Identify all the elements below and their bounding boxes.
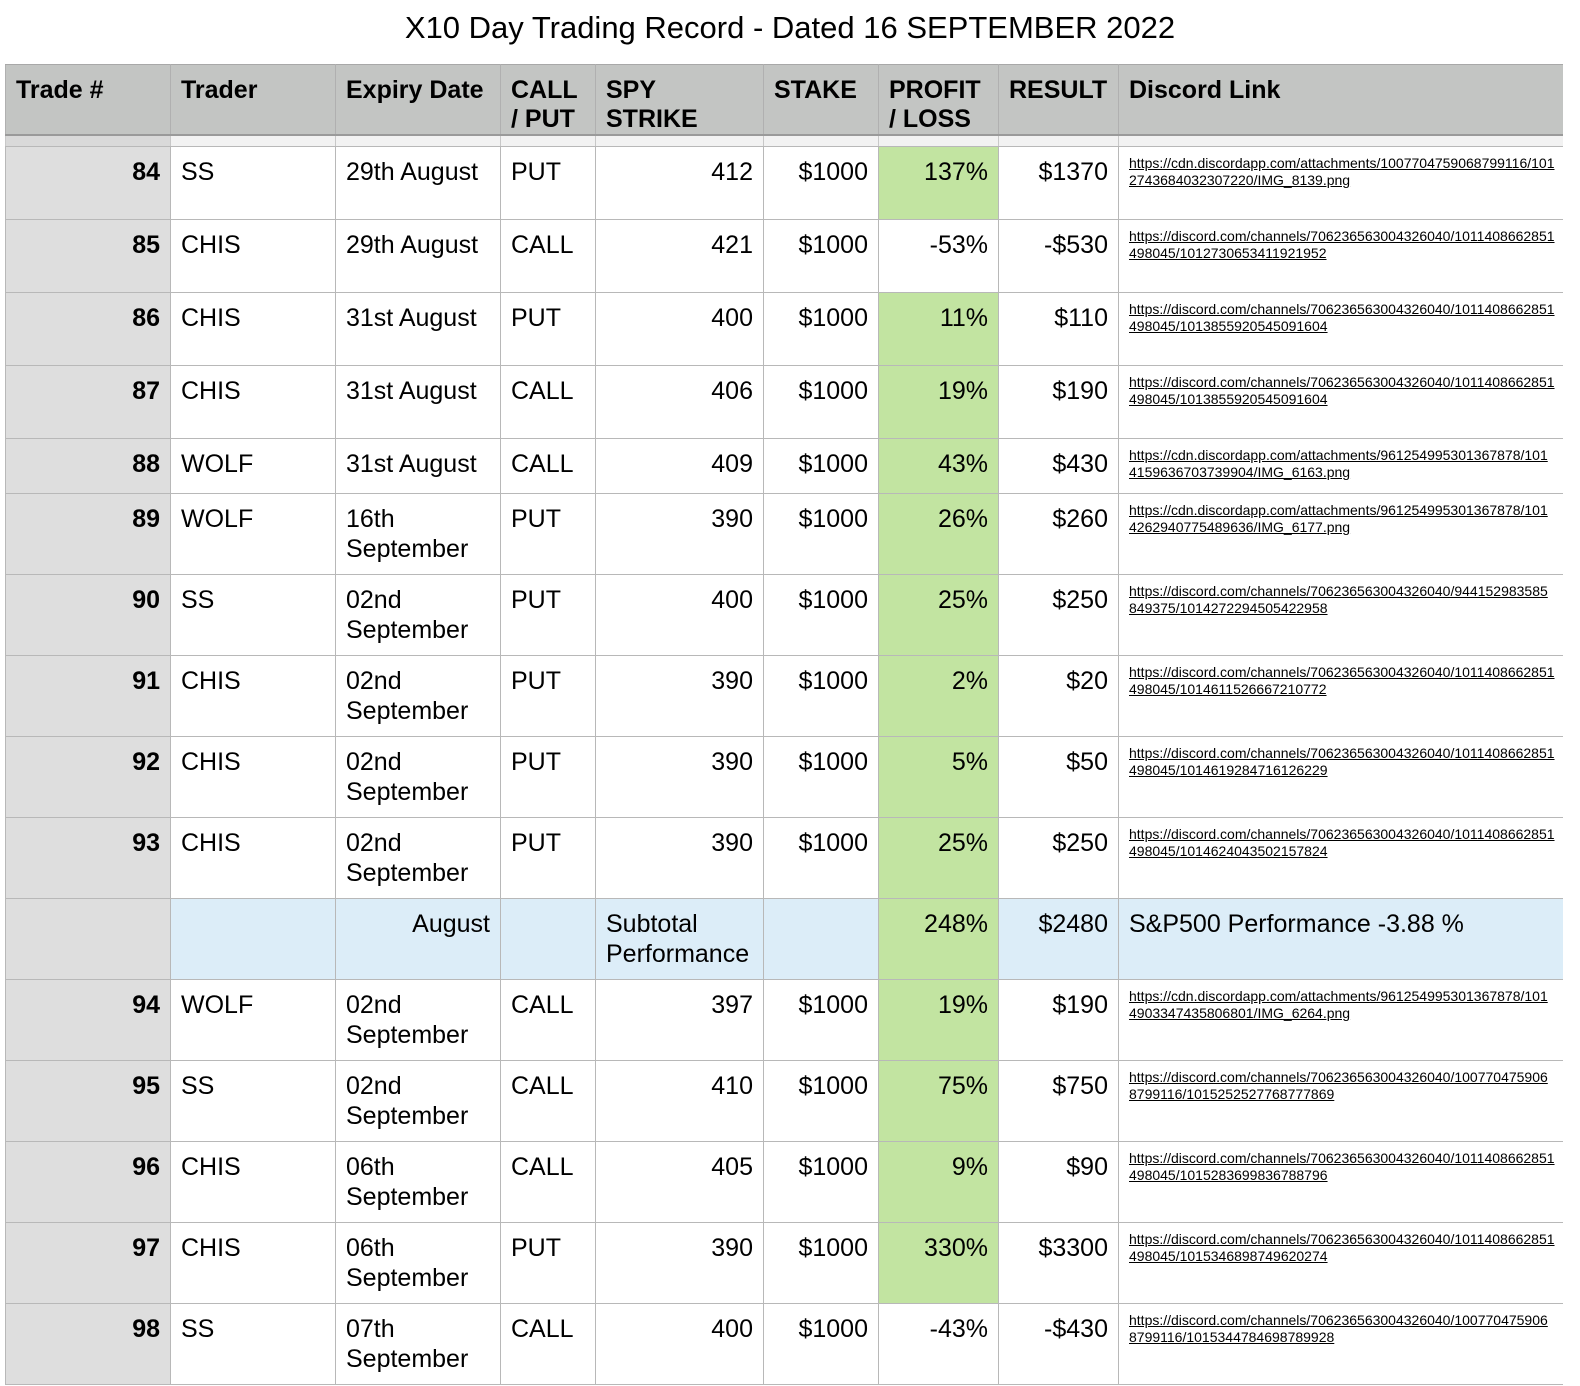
trader: SS <box>171 575 336 656</box>
expiry-date: 02nd September <box>336 575 501 656</box>
result: $190 <box>999 980 1119 1061</box>
spy-strike: 406 <box>596 366 764 439</box>
profit-loss: 19% <box>879 366 999 439</box>
header-call-put: CALL / PUT <box>501 65 596 136</box>
expiry-date: 02nd September <box>336 818 501 899</box>
table-row <box>6 656 1564 737</box>
discord-link[interactable]: https://discord.com/channels/706236563004326040/1007704759068799116/1015344784698789928 <box>1129 1312 1548 1345</box>
spy-strike: 400 <box>596 1304 764 1385</box>
profit-loss: 19% <box>879 980 999 1061</box>
result: -$430 <box>999 1304 1119 1385</box>
call-put: CALL <box>501 1142 596 1223</box>
stake: $1000 <box>764 439 879 494</box>
result: $50 <box>999 737 1119 818</box>
discord-link[interactable]: https://cdn.discordapp.com/attachments/1007704759068799116/1012743684032307220/IMG_8139.png <box>1129 155 1555 188</box>
trade-number: 91 <box>6 656 171 737</box>
stake: $1000 <box>764 1223 879 1304</box>
subtotal-month: August <box>336 899 501 980</box>
profit-loss: 5% <box>879 737 999 818</box>
profit-loss: 26% <box>879 494 999 575</box>
call-put: PUT <box>501 1223 596 1304</box>
spy-strike: 410 <box>596 1061 764 1142</box>
header-row <box>6 65 1564 136</box>
expiry-date: 02nd September <box>336 1061 501 1142</box>
discord-link-cell <box>1119 656 1564 737</box>
trader: CHIS <box>171 1223 336 1304</box>
subtotal-result: $2480 <box>999 899 1119 980</box>
spy-strike: 409 <box>596 439 764 494</box>
stake: $1000 <box>764 737 879 818</box>
profit-loss: 9% <box>879 1142 999 1223</box>
discord-link-cell <box>1119 220 1564 293</box>
trader: CHIS <box>171 818 336 899</box>
trader: WOLF <box>171 494 336 575</box>
profit-loss: 25% <box>879 818 999 899</box>
call-put: PUT <box>501 147 596 220</box>
profit-loss: -43% <box>879 1304 999 1385</box>
discord-link-cell <box>1119 818 1564 899</box>
table-row <box>6 737 1564 818</box>
trader: SS <box>171 147 336 220</box>
trade-number: 92 <box>6 737 171 818</box>
result: $110 <box>999 293 1119 366</box>
discord-link[interactable]: https://discord.com/channels/706236563004326040/1011408662851498045/1015346898749620274 <box>1129 1231 1555 1264</box>
table-row <box>6 293 1564 366</box>
trade-number: 94 <box>6 980 171 1061</box>
result: $20 <box>999 656 1119 737</box>
discord-link[interactable]: https://discord.com/channels/706236563004326040/1011408662851498045/1012730653411921952 <box>1129 228 1555 261</box>
expiry-date: 31st August <box>336 439 501 494</box>
discord-link[interactable]: https://cdn.discordapp.com/attachments/961254995301367878/1014159636703739904/IMG_6163.png <box>1129 447 1548 480</box>
discord-link-cell <box>1119 575 1564 656</box>
discord-link-cell <box>1119 980 1564 1061</box>
discord-link[interactable]: https://discord.com/channels/706236563004326040/1011408662851498045/1014611526667210772 <box>1129 664 1555 697</box>
table-row <box>6 1142 1564 1223</box>
trader: SS <box>171 1304 336 1385</box>
stake: $1000 <box>764 147 879 220</box>
call-put: PUT <box>501 494 596 575</box>
trading-record-table <box>5 64 1563 1386</box>
header-stake: STAKE <box>764 65 879 136</box>
header-trader: Trader <box>171 65 336 136</box>
stake: $1000 <box>764 1142 879 1223</box>
profit-loss: 75% <box>879 1061 999 1142</box>
discord-link-cell <box>1119 1304 1564 1385</box>
discord-link[interactable]: https://discord.com/channels/706236563004326040/1011408662851498045/1013855920545091604 <box>1129 374 1555 407</box>
stake: $1000 <box>764 818 879 899</box>
expiry-date: 16th September <box>336 494 501 575</box>
discord-link-cell <box>1119 1142 1564 1223</box>
trader: CHIS <box>171 737 336 818</box>
trade-number: 93 <box>6 818 171 899</box>
result: $250 <box>999 575 1119 656</box>
result: $750 <box>999 1061 1119 1142</box>
discord-link-cell <box>1119 1061 1564 1142</box>
expiry-date: 06th September <box>336 1142 501 1223</box>
result: $260 <box>999 494 1119 575</box>
spy-strike: 390 <box>596 737 764 818</box>
expiry-date: 06th September <box>336 1223 501 1304</box>
result: -$530 <box>999 220 1119 293</box>
stake: $1000 <box>764 366 879 439</box>
expiry-date: 02nd September <box>336 980 501 1061</box>
discord-link[interactable]: https://discord.com/channels/706236563004326040/1011408662851498045/1013855920545091604 <box>1129 301 1555 334</box>
result: $430 <box>999 439 1119 494</box>
spy-strike: 390 <box>596 656 764 737</box>
spy-strike: 390 <box>596 1223 764 1304</box>
discord-link-cell <box>1119 737 1564 818</box>
discord-link-cell <box>1119 366 1564 439</box>
expiry-date: 31st August <box>336 366 501 439</box>
header-profit-loss: PROFIT / LOSS <box>879 65 999 136</box>
discord-link-cell <box>1119 439 1564 494</box>
stake: $1000 <box>764 293 879 366</box>
discord-link-cell <box>1119 147 1564 220</box>
stake: $1000 <box>764 980 879 1061</box>
call-put: CALL <box>501 1061 596 1142</box>
stake: $1000 <box>764 1061 879 1142</box>
table-row <box>6 366 1564 439</box>
trade-number: 96 <box>6 1142 171 1223</box>
spy-strike: 390 <box>596 494 764 575</box>
trade-number: 89 <box>6 494 171 575</box>
discord-link[interactable]: https://discord.com/channels/706236563004326040/1011408662851498045/1014624043502157824 <box>1129 826 1555 859</box>
table-row <box>6 494 1564 575</box>
call-put: CALL <box>501 220 596 293</box>
discord-link-cell <box>1119 1223 1564 1304</box>
result: $250 <box>999 818 1119 899</box>
table-row <box>6 147 1564 220</box>
result: $90 <box>999 1142 1119 1223</box>
call-put: PUT <box>501 575 596 656</box>
result: $3300 <box>999 1223 1119 1304</box>
header-trade-number: Trade # <box>6 65 171 136</box>
sp500-performance: S&P500 Performance -3.88 % <box>1119 899 1564 980</box>
trade-number: 85 <box>6 220 171 293</box>
table-row <box>6 1304 1564 1385</box>
spy-strike: 397 <box>596 980 764 1061</box>
table-row <box>6 818 1564 899</box>
profit-loss: 43% <box>879 439 999 494</box>
call-put: PUT <box>501 818 596 899</box>
discord-link[interactable]: https://discord.com/channels/706236563004326040/944152983585849375/1014272294505422958 <box>1129 583 1548 616</box>
call-put: PUT <box>501 656 596 737</box>
expiry-date: 07th September <box>336 1304 501 1385</box>
page-title: X10 Day Trading Record - Dated 16 SEPTEMBER 2022 <box>404 10 1176 45</box>
profit-loss: 137% <box>879 147 999 220</box>
table-row <box>6 1223 1564 1304</box>
trader: CHIS <box>171 656 336 737</box>
expiry-date: 31st August <box>336 293 501 366</box>
header-expiry-date: Expiry Date <box>336 65 501 136</box>
trade-number: 97 <box>6 1223 171 1304</box>
spy-strike: 412 <box>596 147 764 220</box>
table-row <box>6 220 1564 293</box>
discord-link[interactable]: https://discord.com/channels/706236563004326040/1011408662851498045/1014619284716126229 <box>1129 745 1555 778</box>
profit-loss: 330% <box>879 1223 999 1304</box>
call-put: CALL <box>501 366 596 439</box>
call-put: PUT <box>501 737 596 818</box>
trader: WOLF <box>171 980 336 1061</box>
profit-loss: 2% <box>879 656 999 737</box>
trade-table <box>5 64 1563 1385</box>
spy-strike: 400 <box>596 293 764 366</box>
trader: CHIS <box>171 293 336 366</box>
spy-strike: 405 <box>596 1142 764 1223</box>
table-row <box>6 575 1564 656</box>
trade-number: 88 <box>6 439 171 494</box>
stake: $1000 <box>764 220 879 293</box>
discord-link-cell <box>1119 494 1564 575</box>
call-put: PUT <box>501 293 596 366</box>
trade-number: 90 <box>6 575 171 656</box>
discord-link[interactable]: https://cdn.discordapp.com/attachments/961254995301367878/1014903347435806801/IMG_6264.png <box>1129 988 1548 1021</box>
trader: SS <box>171 1061 336 1142</box>
trader: CHIS <box>171 366 336 439</box>
discord-link[interactable]: https://discord.com/channels/706236563004326040/1011408662851498045/1015283699836788796 <box>1129 1150 1555 1183</box>
stake: $1000 <box>764 656 879 737</box>
stake: $1000 <box>764 494 879 575</box>
header-discord-link: Discord Link <box>1119 65 1564 136</box>
expiry-date: 29th August <box>336 147 501 220</box>
call-put: CALL <box>501 980 596 1061</box>
call-put: CALL <box>501 439 596 494</box>
discord-link-cell <box>1119 293 1564 366</box>
discord-link[interactable]: https://cdn.discordapp.com/attachments/961254995301367878/1014262940775489636/IMG_6177.png <box>1129 502 1548 535</box>
profit-loss: -53% <box>879 220 999 293</box>
expiry-date: 29th August <box>336 220 501 293</box>
spy-strike: 390 <box>596 818 764 899</box>
frozen-divider <box>6 135 1564 147</box>
call-put: CALL <box>501 1304 596 1385</box>
trade-number: 95 <box>6 1061 171 1142</box>
result: $1370 <box>999 147 1119 220</box>
trade-number: 87 <box>6 366 171 439</box>
stake: $1000 <box>764 575 879 656</box>
expiry-date: 02nd September <box>336 656 501 737</box>
spy-strike: 400 <box>596 575 764 656</box>
header-spy-strike: SPY STRIKE <box>596 65 764 136</box>
expiry-date: 02nd September <box>336 737 501 818</box>
stake: $1000 <box>764 1304 879 1385</box>
spy-strike: 421 <box>596 220 764 293</box>
trade-number: 98 <box>6 1304 171 1385</box>
subtotal-row <box>6 899 1564 980</box>
result: $190 <box>999 366 1119 439</box>
subtotal-profit-loss: 248% <box>879 899 999 980</box>
trader: CHIS <box>171 1142 336 1223</box>
profit-loss: 25% <box>879 575 999 656</box>
trade-number: 86 <box>6 293 171 366</box>
table-row <box>6 439 1564 494</box>
subtotal-label: Subtotal Performance <box>596 899 764 980</box>
table-row <box>6 1061 1564 1142</box>
trader: CHIS <box>171 220 336 293</box>
discord-link[interactable]: https://discord.com/channels/706236563004326040/1007704759068799116/1015252527768777869 <box>1129 1069 1548 1102</box>
profit-loss: 11% <box>879 293 999 366</box>
header-result: RESULT <box>999 65 1119 136</box>
trade-number: 84 <box>6 147 171 220</box>
table-row <box>6 980 1564 1061</box>
trader: WOLF <box>171 439 336 494</box>
